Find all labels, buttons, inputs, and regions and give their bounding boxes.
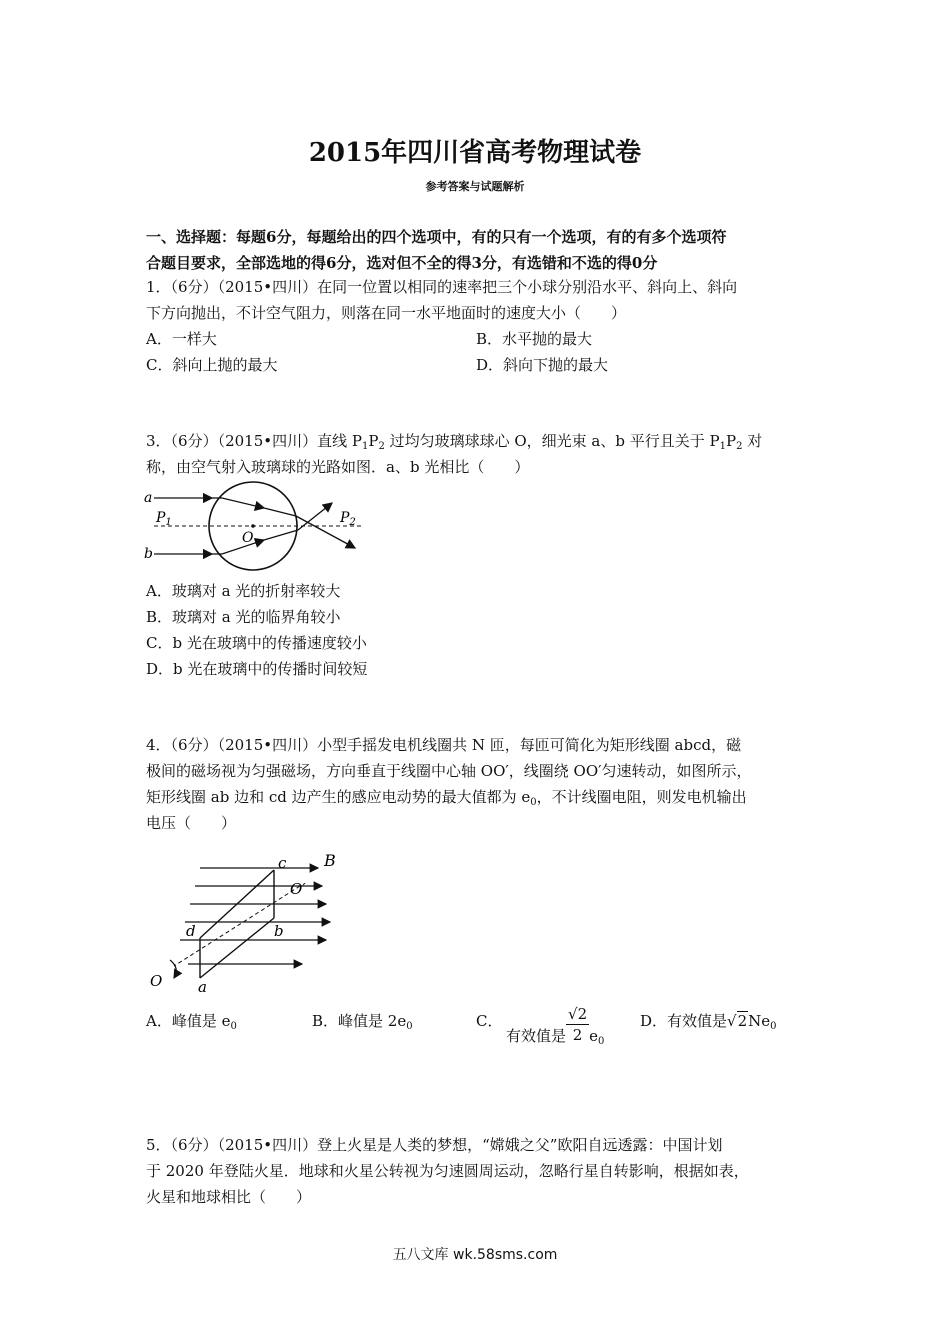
label-c: c <box>278 854 287 872</box>
q4-option-c-label: C． <box>476 1012 503 1030</box>
q3-line-1: 3．（6分）（2015•四川）直线 $P_1P_2$ 过均匀玻璃球球心 O，细光束 a、b 平行且关于 $P_1P_2$ 对 <box>146 432 763 452</box>
q1-line-1: 1．（6分）（2015•四川）在同一位置以相同的速率把三个小球分别沿水平、斜向上、斜向 <box>146 278 738 296</box>
center-point <box>251 524 255 528</box>
q4-option-c: 有效值是 $\frac{√2}{2}$ $e_0$ <box>506 1005 605 1047</box>
q5-line-2: 于 2020 年登陆火星．地球和火星公转视为匀速圆周运动，忽略行星自转影响，根据如表， <box>146 1162 749 1180</box>
label-p2: $P_2$ <box>340 510 356 528</box>
section-heading <box>146 224 811 276</box>
q4-option-d: D．有效值是$√2Ne_0$ <box>640 1012 777 1032</box>
question-3 <box>146 428 811 480</box>
label-o-prime: O′ <box>290 880 306 898</box>
question-5 <box>146 1132 811 1210</box>
q5-line-3: 火星和地球相比（ ） <box>146 1188 312 1206</box>
label-a: a <box>144 490 153 506</box>
q3-line-2: 称，由空气射入玻璃球的光路如图．a、b 光相比（ ） <box>146 458 530 476</box>
q4-generator-figure <box>140 848 360 998</box>
q4-line-1: 4．（6分）（2015•四川）小型手摇发电机线圈共 N 匝，每匝可简化为矩形线圈 abcd，磁 <box>146 736 742 754</box>
q3-option-b: B．玻璃对 a 光的临界角较小 <box>146 608 341 626</box>
q1-option-a: A．一样大 <box>146 330 217 348</box>
section-line-1: 一、选择题：每题6分，每题给出的四个选项中，有的只有一个选项，有的有多个选项符 <box>146 228 727 246</box>
q1-line-2: 下方向抛出，不计空气阻力，则落在同一水平地面时的速度大小（ ） <box>146 304 627 322</box>
label-d: d <box>186 922 196 940</box>
q1-option-d: D．斜向下抛的最大 <box>476 356 609 374</box>
label-B: B <box>324 851 336 870</box>
ray-a-refracted <box>222 498 264 508</box>
page-title: 2015年四川省高考物理试卷 <box>308 138 642 168</box>
q3-option-c: C．b 光在玻璃中的传播速度较小 <box>146 634 367 652</box>
q5-line-1: 5．（6分）（2015•四川）登上火星是人类的梦想，“嫦娥之父”欧阳自远透露：中国计划 <box>146 1136 723 1154</box>
q1-option-b: B．水平抛的最大 <box>476 330 593 348</box>
q3-refraction-figure <box>140 478 380 578</box>
q4-line-3: 矩形线圈 ab 边和 cd 边产生的感应电动势的最大值都为 $e_0$，不计线圈电阻，则发电机输出 <box>146 788 747 808</box>
label-a: a <box>198 978 207 996</box>
q4-option-a: A．峰值是 $e_0$ <box>146 1012 237 1032</box>
q4-line-2: 极间的磁场视为匀强磁场，方向垂直于线圈中心轴 OO′，线圈绕 OO′匀速转动，如图所示， <box>146 762 752 780</box>
section-line-2: 合题目要求，全部选地的得6分，选对但不全的得3分，有选错和不选的得0分 <box>146 254 658 272</box>
q4-option-b: B．峰值是 $2e_0$ <box>312 1012 413 1032</box>
label-o: O <box>242 530 254 546</box>
label-p1: $P_1$ <box>156 510 172 528</box>
sqrt2-over-2: $\frac{√2}{2}$ <box>568 1005 588 1044</box>
label-b: b <box>274 922 284 940</box>
q3-option-a: A．玻璃对 a 光的折射率较大 <box>146 582 341 600</box>
label-o: O <box>150 972 163 990</box>
q1-option-c: C．斜向上抛的最大 <box>146 356 278 374</box>
q4-line-4: 电压（ ） <box>146 814 237 832</box>
footer-watermark: 五八文库 wk.58sms.com <box>392 1247 558 1263</box>
page-subtitle: 参考答案与试题解析 <box>425 180 525 193</box>
magnetic-field-lines <box>180 868 330 964</box>
question-1 <box>146 274 811 326</box>
question-4 <box>146 732 811 836</box>
q3-option-d: D．b 光在玻璃中的传播时间较短 <box>146 660 368 678</box>
label-b: b <box>144 546 153 562</box>
rotation-arrow <box>170 960 176 978</box>
